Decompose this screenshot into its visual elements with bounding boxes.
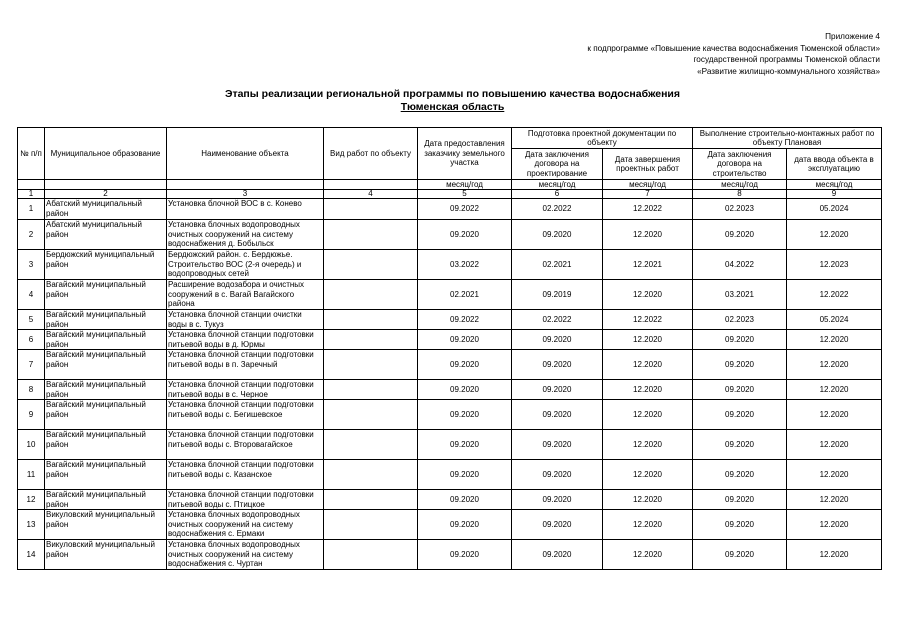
cell-object: Установка блочной станции подготовки питьевой воды в п. Заречный bbox=[167, 350, 324, 380]
col-number: 6 bbox=[512, 190, 603, 199]
cell-commission: 12.2020 bbox=[787, 430, 882, 460]
appendix-line-3: государственной программы Тюменской области bbox=[693, 55, 880, 64]
header-land-date: Дата предоставления заказчику земельного участка bbox=[418, 128, 512, 180]
cell-work-type bbox=[324, 199, 418, 220]
table-row bbox=[18, 350, 882, 380]
cell-land-date: 09.2020 bbox=[418, 510, 512, 540]
table-row bbox=[18, 330, 882, 350]
cell-land-date: 09.2020 bbox=[418, 540, 512, 570]
header-work-type: Вид работ по объекту bbox=[324, 128, 418, 180]
header-unit-9: месяц/год bbox=[787, 180, 882, 190]
cell-commission: 12.2020 bbox=[787, 380, 882, 400]
table-row bbox=[18, 510, 882, 540]
cell-land-date: 09.2020 bbox=[418, 490, 512, 510]
cell-num: 4 bbox=[18, 280, 45, 310]
program-stages-table bbox=[17, 127, 882, 570]
cell-object: Установка блочной станции подготовки питьевой воды с. Бегишевское bbox=[167, 400, 324, 430]
cell-build-contract: 09.2020 bbox=[693, 350, 787, 380]
cell-num: 3 bbox=[18, 250, 45, 280]
cell-design-contract: 09.2020 bbox=[512, 330, 603, 350]
cell-land-date: 09.2020 bbox=[418, 380, 512, 400]
cell-work-type bbox=[324, 540, 418, 570]
col-number: 1 bbox=[18, 190, 45, 199]
cell-land-date: 02.2021 bbox=[418, 280, 512, 310]
cell-land-date: 09.2020 bbox=[418, 400, 512, 430]
cell-build-contract: 09.2020 bbox=[693, 430, 787, 460]
table-row bbox=[18, 490, 882, 510]
cell-work-type bbox=[324, 330, 418, 350]
header-num: № п/п bbox=[18, 128, 45, 180]
header-commission: дата ввода объекта в эксплуатацию bbox=[787, 149, 882, 180]
document-title bbox=[0, 88, 905, 114]
cell-municipality: Викуловский муниципальный район bbox=[45, 510, 167, 540]
cell-num: 12 bbox=[18, 490, 45, 510]
header-unit-5: месяц/год bbox=[418, 180, 512, 190]
cell-num: 10 bbox=[18, 430, 45, 460]
cell-build-contract: 09.2020 bbox=[693, 510, 787, 540]
cell-commission: 12.2020 bbox=[787, 540, 882, 570]
cell-work-type bbox=[324, 380, 418, 400]
cell-num: 7 bbox=[18, 350, 45, 380]
cell-work-type bbox=[324, 460, 418, 490]
cell-design-contract: 09.2020 bbox=[512, 510, 603, 540]
table-row bbox=[18, 310, 882, 330]
table-row bbox=[18, 400, 882, 430]
cell-num: 8 bbox=[18, 380, 45, 400]
col-number: 8 bbox=[693, 190, 787, 199]
header-municipality: Муниципальное образование bbox=[45, 128, 167, 180]
cell-build-contract: 09.2020 bbox=[693, 490, 787, 510]
cell-design-end: 12.2022 bbox=[603, 310, 693, 330]
cell-municipality: Викуловский муниципальный район bbox=[45, 540, 167, 570]
cell-object: Установка блочных водопроводных очистных сооружений на систему водоснабжения д. Бобыльск bbox=[167, 220, 324, 250]
col-number: 9 bbox=[787, 190, 882, 199]
appendix-line-1: Приложение 4 bbox=[825, 32, 880, 41]
cell-municipality: Абатский муниципальный район bbox=[45, 220, 167, 250]
cell-design-end: 12.2020 bbox=[603, 350, 693, 380]
cell-design-end: 12.2022 bbox=[603, 199, 693, 220]
cell-municipality: Вагайский муниципальный район bbox=[45, 430, 167, 460]
cell-design-end: 12.2021 bbox=[603, 250, 693, 280]
cell-design-contract: 09.2020 bbox=[512, 540, 603, 570]
header-unit-empty-2 bbox=[45, 180, 167, 190]
cell-work-type bbox=[324, 220, 418, 250]
table-row bbox=[18, 540, 882, 570]
cell-municipality: Абатский муниципальный район bbox=[45, 199, 167, 220]
cell-design-contract: 09.2020 bbox=[512, 400, 603, 430]
header-object: Наименование объекта bbox=[167, 128, 324, 180]
cell-municipality: Вагайский муниципальный район bbox=[45, 350, 167, 380]
table-row bbox=[18, 380, 882, 400]
cell-design-end: 12.2020 bbox=[603, 430, 693, 460]
cell-commission: 05.2024 bbox=[787, 199, 882, 220]
table-row bbox=[18, 460, 882, 490]
cell-work-type bbox=[324, 250, 418, 280]
cell-land-date: 09.2020 bbox=[418, 430, 512, 460]
cell-municipality: Вагайский муниципальный район bbox=[45, 330, 167, 350]
appendix-line-4: «Развитие жилищно-коммунального хозяйства» bbox=[697, 66, 880, 76]
cell-object: Установка блочных водопроводных очистных сооружений на систему водоснабжения с. Ермаки bbox=[167, 510, 324, 540]
appendix-note bbox=[587, 31, 880, 77]
cell-num: 1 bbox=[18, 199, 45, 220]
cell-commission: 12.2020 bbox=[787, 400, 882, 430]
cell-num: 6 bbox=[18, 330, 45, 350]
table-body bbox=[18, 199, 882, 570]
cell-municipality: Вагайский муниципальный район bbox=[45, 400, 167, 430]
cell-build-contract: 09.2020 bbox=[693, 330, 787, 350]
header-unit-7: месяц/год bbox=[603, 180, 693, 190]
cell-design-end: 12.2020 bbox=[603, 400, 693, 430]
col-number: 3 bbox=[167, 190, 324, 199]
col-number: 7 bbox=[603, 190, 693, 199]
header-build-contract: Дата заключения договора на строительство bbox=[693, 149, 787, 180]
table-row bbox=[18, 430, 882, 460]
cell-work-type bbox=[324, 490, 418, 510]
cell-work-type bbox=[324, 280, 418, 310]
table-row bbox=[18, 250, 882, 280]
cell-object: Установка блочной станции подготовки питьевой воды с. Птицкое bbox=[167, 490, 324, 510]
cell-design-end: 12.2020 bbox=[603, 280, 693, 310]
cell-design-end: 12.2020 bbox=[603, 380, 693, 400]
cell-build-contract: 03.2021 bbox=[693, 280, 787, 310]
cell-build-contract: 09.2020 bbox=[693, 460, 787, 490]
cell-design-contract: 02.2021 bbox=[512, 250, 603, 280]
cell-commission: 12.2022 bbox=[787, 280, 882, 310]
cell-build-contract: 02.2023 bbox=[693, 310, 787, 330]
cell-municipality: Вагайский муниципальный район bbox=[45, 490, 167, 510]
cell-commission: 12.2023 bbox=[787, 250, 882, 280]
cell-municipality: Бердюжский муниципальный район bbox=[45, 250, 167, 280]
cell-design-contract: 09.2020 bbox=[512, 350, 603, 380]
cell-municipality: Вагайский муниципальный район bbox=[45, 460, 167, 490]
cell-object: Установка блочной станции подготовки питьевой воды в с. Черное bbox=[167, 380, 324, 400]
cell-commission: 05.2024 bbox=[787, 310, 882, 330]
cell-object: Установка блочной станции очистки воды в с. Тукуз bbox=[167, 310, 324, 330]
col-number: 4 bbox=[324, 190, 418, 199]
cell-num: 2 bbox=[18, 220, 45, 250]
cell-design-end: 12.2020 bbox=[603, 490, 693, 510]
cell-design-contract: 09.2020 bbox=[512, 430, 603, 460]
cell-design-contract: 09.2020 bbox=[512, 380, 603, 400]
cell-design-end: 12.2020 bbox=[603, 220, 693, 250]
header-unit-empty-3 bbox=[167, 180, 324, 190]
cell-design-contract: 02.2022 bbox=[512, 199, 603, 220]
cell-design-contract: 09.2020 bbox=[512, 460, 603, 490]
cell-work-type bbox=[324, 350, 418, 380]
cell-num: 11 bbox=[18, 460, 45, 490]
header-unit-6: месяц/год bbox=[512, 180, 603, 190]
cell-design-end: 12.2020 bbox=[603, 540, 693, 570]
cell-commission: 12.2020 bbox=[787, 350, 882, 380]
header-build-group bbox=[693, 128, 882, 149]
cell-object: Установка блочной ВОС в с. Конево bbox=[167, 199, 324, 220]
cell-commission: 12.2020 bbox=[787, 220, 882, 250]
cell-commission: 12.2020 bbox=[787, 510, 882, 540]
cell-land-date: 03.2022 bbox=[418, 250, 512, 280]
col-number: 5 bbox=[418, 190, 512, 199]
header-unit-8: месяц/год bbox=[693, 180, 787, 190]
cell-object: Установка блочных водопроводных очистных сооружений на систему водоснабжения с. Чуртан bbox=[167, 540, 324, 570]
table-header bbox=[18, 128, 882, 199]
cell-land-date: 09.2022 bbox=[418, 310, 512, 330]
header-design-group: Подготовка проектной документации по объекту bbox=[512, 128, 693, 149]
cell-object: Бердюжский район. с. Бердюжье. Строительство ВОС (2-я очередь) и водопроводных сетей bbox=[167, 250, 324, 280]
cell-object: Расширение водозабора и очистных сооружений в с. Вагай Вагайского района bbox=[167, 280, 324, 310]
cell-build-contract: 09.2020 bbox=[693, 380, 787, 400]
cell-municipality: Вагайский муниципальный район bbox=[45, 280, 167, 310]
cell-work-type bbox=[324, 400, 418, 430]
cell-build-contract: 04.2022 bbox=[693, 250, 787, 280]
cell-land-date: 09.2020 bbox=[418, 460, 512, 490]
cell-commission: 12.2020 bbox=[787, 490, 882, 510]
cell-commission: 12.2020 bbox=[787, 460, 882, 490]
cell-design-contract: 09.2020 bbox=[512, 220, 603, 250]
cell-num: 9 bbox=[18, 400, 45, 430]
cell-design-end: 12.2020 bbox=[603, 460, 693, 490]
cell-num: 5 bbox=[18, 310, 45, 330]
cell-municipality: Вагайский муниципальный район bbox=[45, 310, 167, 330]
cell-build-contract: 02.2023 bbox=[693, 199, 787, 220]
table-row bbox=[18, 220, 882, 250]
col-number: 2 bbox=[45, 190, 167, 199]
cell-object: Установка блочной станции подготовки питьевой воды в д. Юрмы bbox=[167, 330, 324, 350]
cell-design-end: 12.2020 bbox=[603, 330, 693, 350]
appendix-line-2: к подпрограмме «Повышение качества водоснабжения Тюменской области» bbox=[587, 43, 880, 53]
cell-work-type bbox=[324, 310, 418, 330]
header-build-group-text: Выполнение строительно-монтажных работ по объекту bbox=[699, 128, 875, 147]
cell-design-contract: 09.2019 bbox=[512, 280, 603, 310]
header-build-group-extra: Плановая bbox=[784, 138, 822, 147]
cell-land-date: 09.2020 bbox=[418, 330, 512, 350]
header-unit-empty-1 bbox=[18, 180, 45, 190]
cell-work-type bbox=[324, 510, 418, 540]
header-design-contract: Дата заключения договора на проектирование bbox=[512, 149, 603, 180]
cell-work-type bbox=[324, 430, 418, 460]
header-design-end: Дата завершения проектных работ bbox=[603, 149, 693, 180]
title-line-1: Этапы реализации региональной программы по повышению качества водоснабжения bbox=[224, 88, 681, 100]
cell-commission: 12.2020 bbox=[787, 330, 882, 350]
cell-build-contract: 09.2020 bbox=[693, 400, 787, 430]
header-unit-empty-4 bbox=[324, 180, 418, 190]
cell-municipality: Вагайский муниципальный район bbox=[45, 380, 167, 400]
cell-land-date: 09.2022 bbox=[418, 199, 512, 220]
cell-build-contract: 09.2020 bbox=[693, 220, 787, 250]
title-line-2: Тюменская область bbox=[400, 101, 505, 113]
cell-object: Установка блочной станции подготовки питьевой воды с. Второвагайское bbox=[167, 430, 324, 460]
cell-design-contract: 02.2022 bbox=[512, 310, 603, 330]
cell-num: 14 bbox=[18, 540, 45, 570]
table-row bbox=[18, 280, 882, 310]
cell-design-end: 12.2020 bbox=[603, 510, 693, 540]
table-row bbox=[18, 199, 882, 220]
cell-object: Установка блочной станции подготовки питьевой воды с. Казанское bbox=[167, 460, 324, 490]
cell-build-contract: 09.2020 bbox=[693, 540, 787, 570]
cell-land-date: 09.2020 bbox=[418, 350, 512, 380]
cell-land-date: 09.2020 bbox=[418, 220, 512, 250]
cell-num: 13 bbox=[18, 510, 45, 540]
cell-design-contract: 09.2020 bbox=[512, 490, 603, 510]
